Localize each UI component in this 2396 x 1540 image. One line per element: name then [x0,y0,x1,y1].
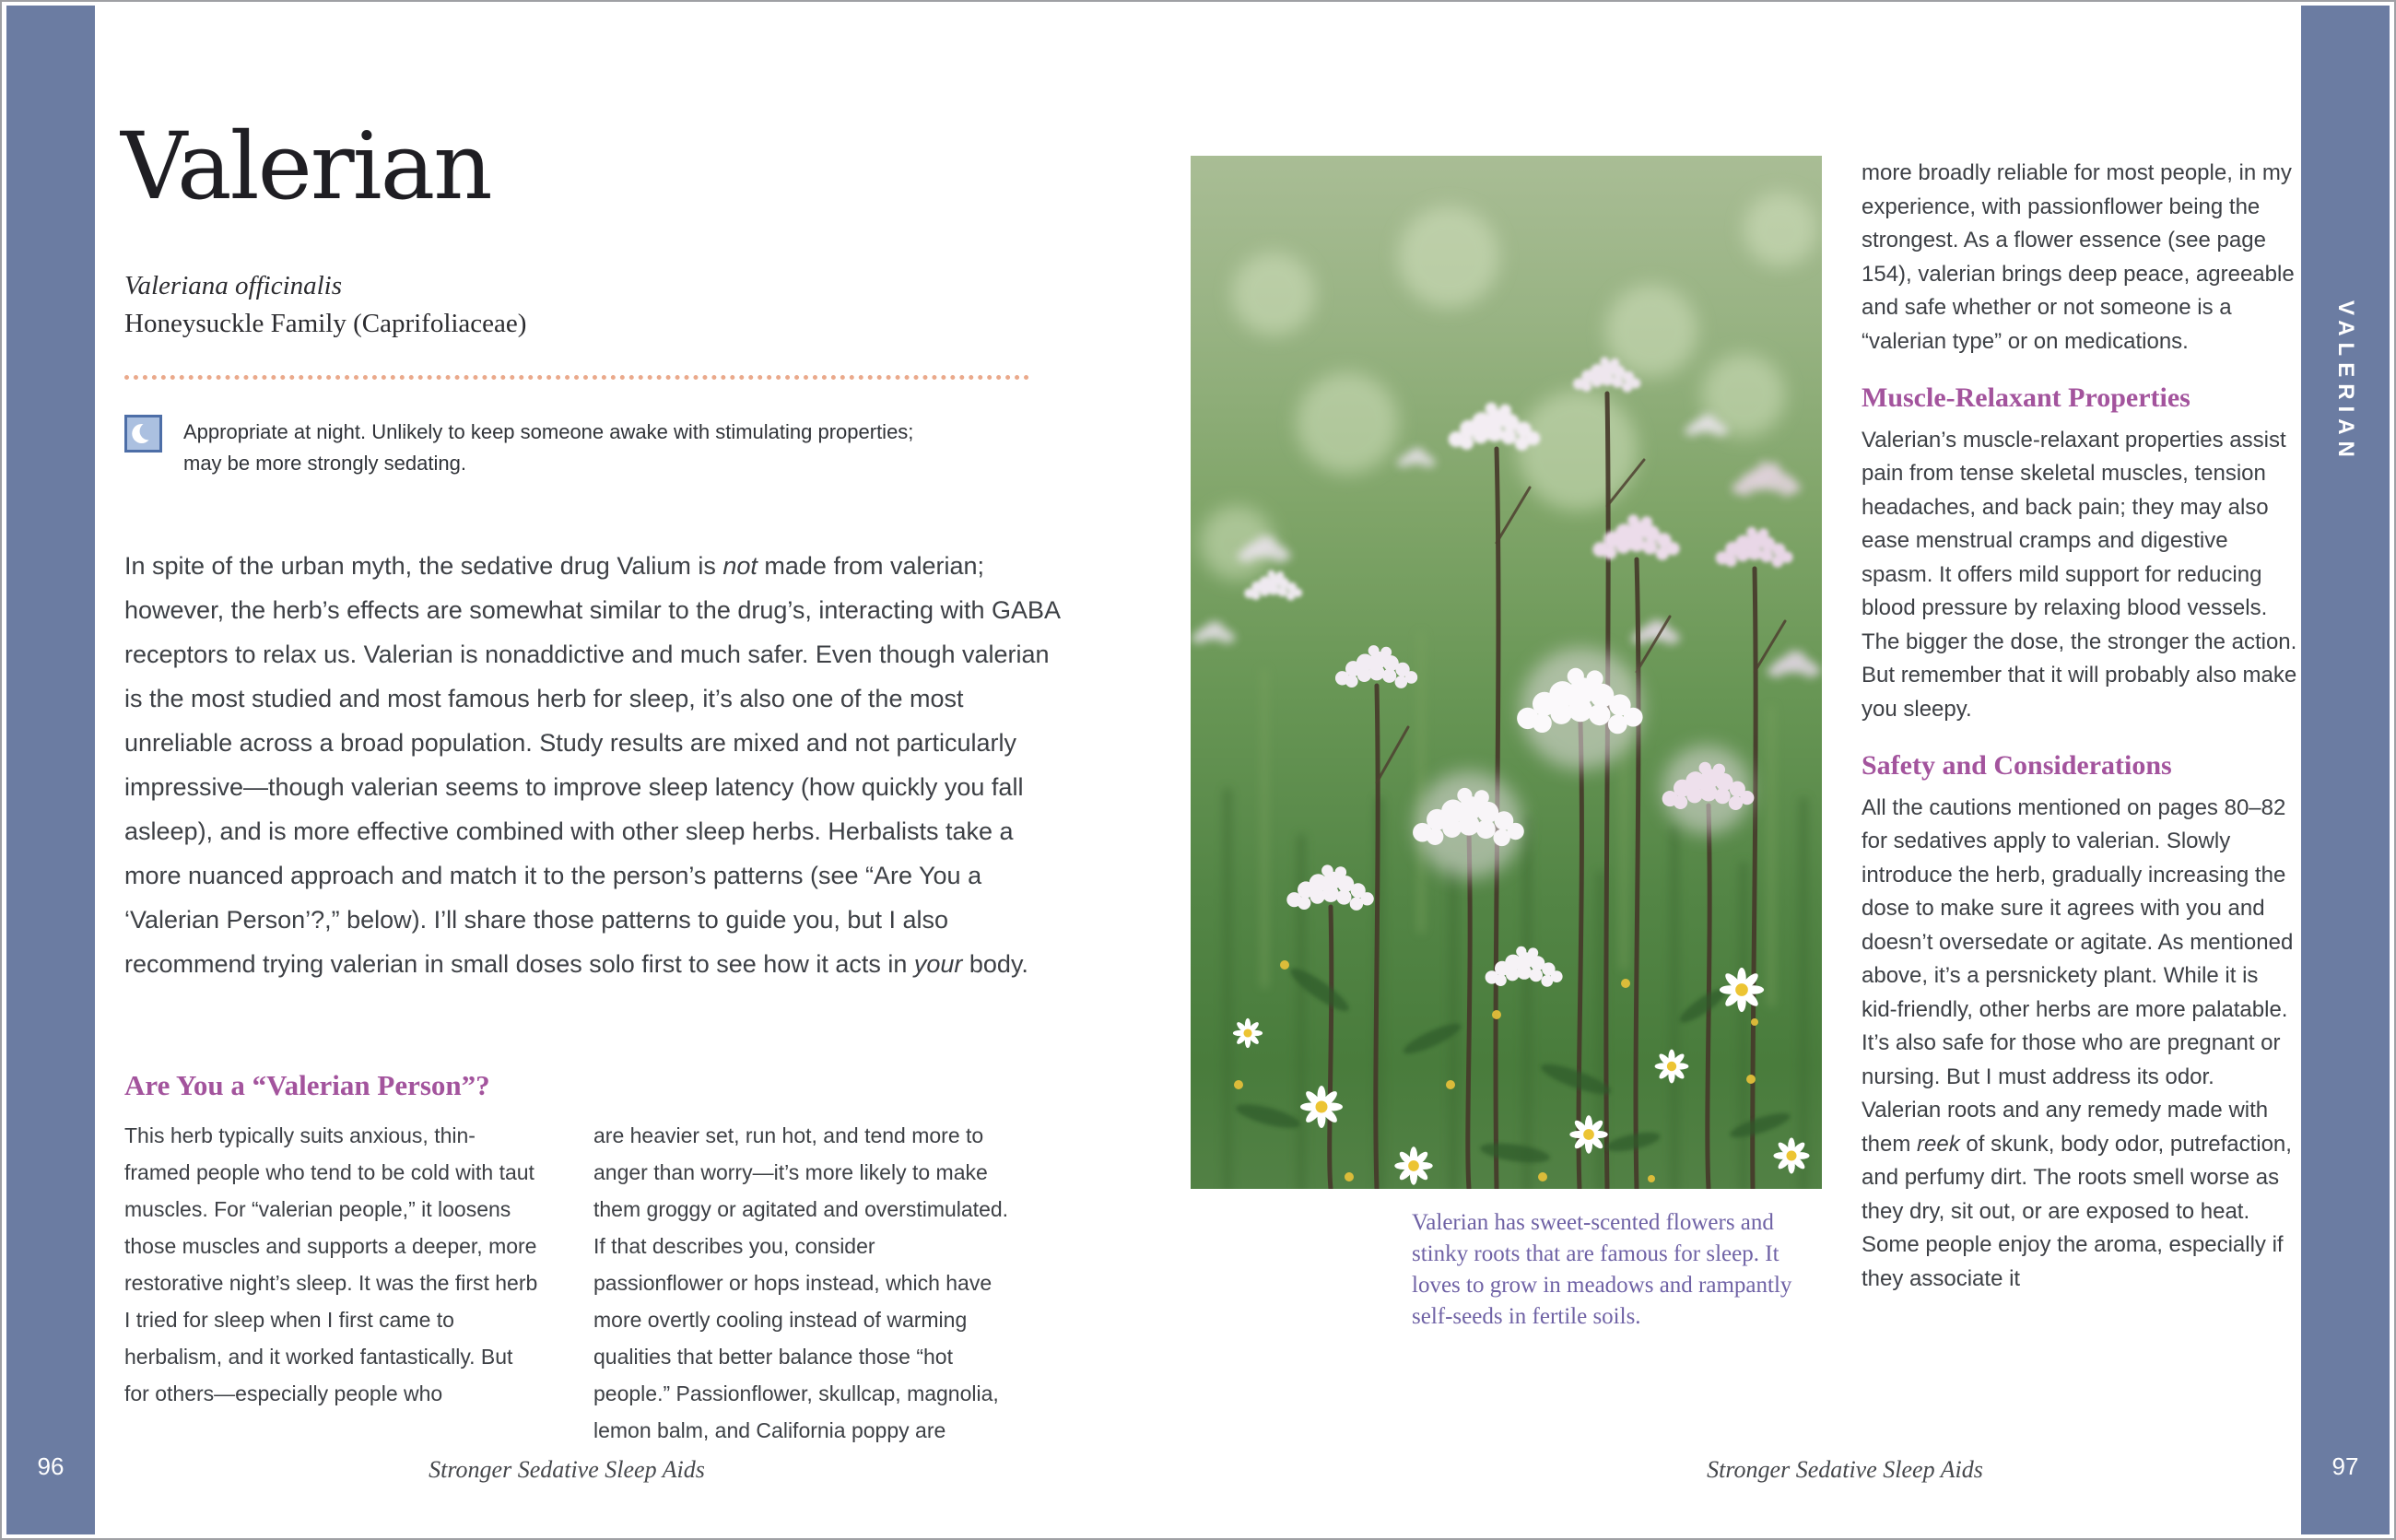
person-column-left: This herb typically suits anxious, thin-framed people who tend to be cold with taut muscles. For “valerian people,” it loosens those muscles and supports a deeper, more restorative night’s sleep. It was the first herb I tried for sleep when I first came to herbalism, and it worked fantastically. But for others—especially people who [124,1123,538,1405]
page-number-left: 96 [37,1452,65,1480]
left-edge-band [6,6,95,1534]
crescent-moon-icon [124,415,162,453]
night-use-note-line2: may be more strongly sedating. [183,452,466,475]
muscle-relaxant-paragraph: Valerian’s muscle-relaxant properties assist pain from tense skeletal muscles, tension headaches, and back pain; they may also ease menstrual cramps and digestive spasm. It offers mild support for reducing blood pressure by relaxing blood vessels. The bigger the dose, the stronger the action. But remember that it will probably also make you sleepy. [1862,427,2297,722]
safety-heading: Safety and Considerations [1862,750,2172,781]
family-name: Honeysuckle Family (Caprifoliaceae) [124,309,527,338]
section-divider [124,375,1029,380]
person-column-right: are heavier set, run hot, and tend more to anger than worry—it’s more likely to make them groggy or agitated and overstimulated. If that describes you, consider passionflower or hops instead, which have more overtly cooling instead of warming qualities that better balance those “hot people.” Passionflower, skullcap, magnolia, lemon balm, and California poppy are [593,1123,1009,1442]
species-name: Valeriana officinalis [124,271,343,300]
photo-caption: Valerian has sweet-scented flowers and stinky roots that are famous for sleep. It loves to grow in meadows and rampantly self-seeds in fertile soils. [1412,1210,1792,1329]
chapter-tab-label: VALERIAN [2333,300,2358,464]
safety-paragraph: All the cautions mentioned on pages 80–82 for sedatives apply to valerian. Slowly introduce the herb, gradually increasing the dose to make sure it agrees with you and doesn’t oversedate or agitate. As mentioned above, it’s a persnickety plant. While it is kid-friendly, other herbs are more palatable. It’s also safe for those who are pregnant or nursing. But I must address its odor. Valerian roots and any remedy made with them reek of skunk, body odor, putrefaction, and perfumy dirt. The roots smell worse as they dry, sit out, or are exposed to heat. Some people enjoy the aroma, especially if they associate it [1862,794,2294,1291]
person-section-heading: Are You a “Valerian Person”? [124,1069,490,1101]
right-running-footer: Stronger Sedative Sleep Aids [1707,1456,1983,1483]
right-text-column [1862,157,2298,1296]
night-use-note [183,417,913,479]
night-use-note-line1: Appropriate at night. Unlikely to keep someone awake with stimulating properties; [183,420,914,443]
continuation-paragraph: more broadly reliable for most people, in my experience, with passionflower being the strongest. As a flower essence (see page 154), valerian brings deep peace, agreeable and safe whether or not someone is a “valerian type” or on medications. [1862,160,2295,354]
left-running-footer: Stronger Sedative Sleep Aids [429,1456,705,1483]
page-number-right: 97 [2331,1452,2359,1480]
right-edge-band [2301,6,2390,1534]
valerian-meadow-photo [1191,156,1822,1189]
muscle-relaxant-heading: Muscle-Relaxant Properties [1862,382,2190,413]
intro-paragraph: In spite of the urban myth, the sedative drug Valium is not made from valerian; however, the herb’s effects are somewhat similar to the drug’s, interacting with GABA receptors to relax us. Valerian is nonaddictive and much safer. Even though valerian is the most studied and most famous herb for sleep, it’s also one of the most unreliable across a broad population. Study results are mixed and not particularly impressive—though valerian seems to improve sleep latency (how quickly you fall asleep), and is more effective combined with other sleep herbs. Herbalists take a more nuanced approach and match it to the person’s patterns (see “Are You a ‘Valerian Person’?,” below). I’ll share those patterns to guide you, but I also recommend trying valerian in small doses solo first to see how it acts in your body. [124,552,1060,978]
page-title: Valerian [121,112,491,220]
